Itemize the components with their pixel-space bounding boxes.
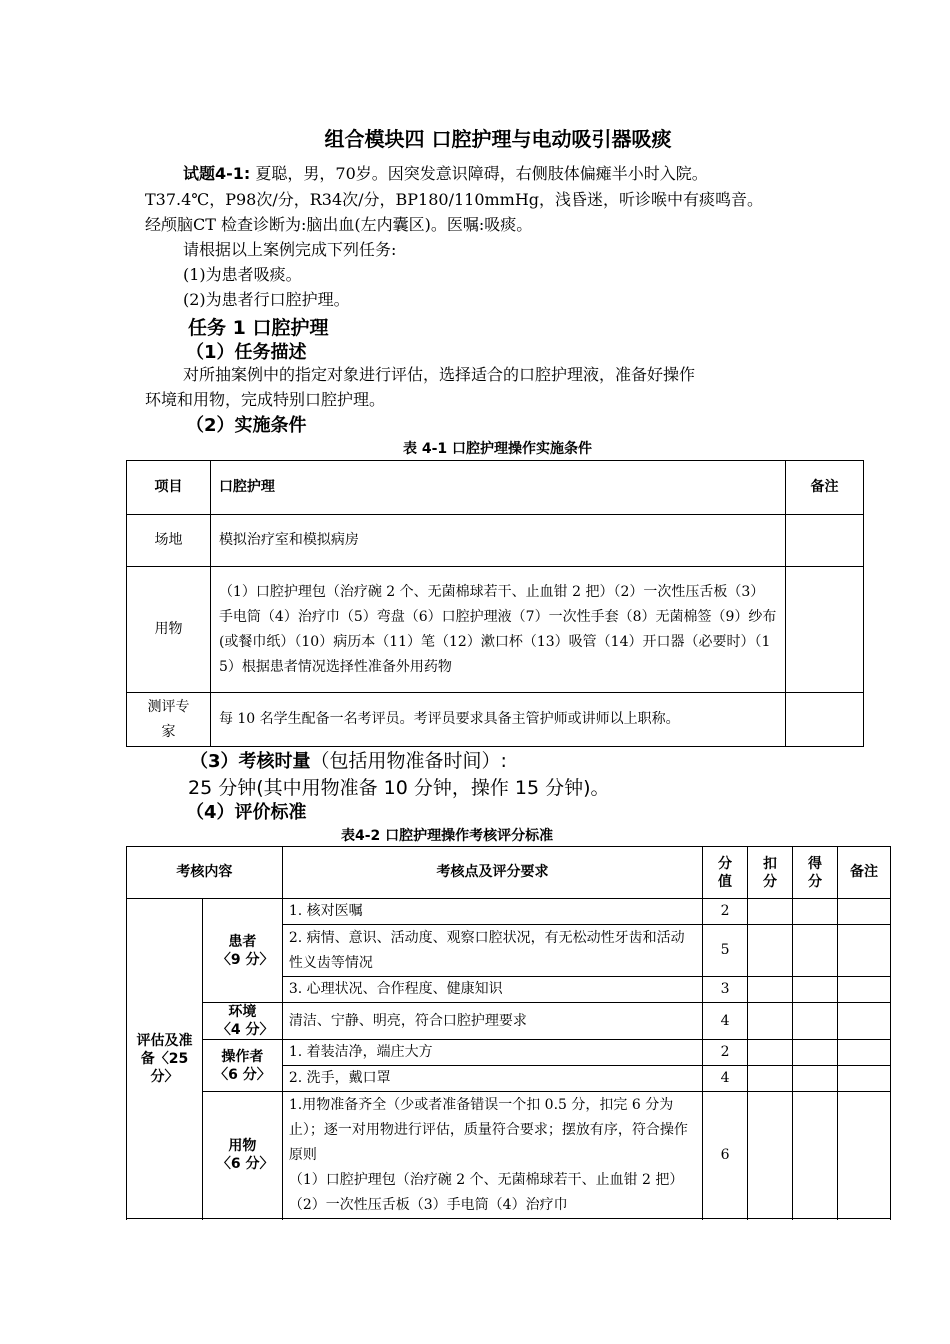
row-note <box>786 515 864 567</box>
case-line-3: 经颅脑CT 检查诊断为:脑出血(左内囊区)。医嘱:吸痰。 <box>145 215 533 234</box>
point-text: 3. 心理状况、合作程度、健康知识 <box>282 977 702 1003</box>
case-label: 试题4-1: <box>183 164 251 183</box>
header-content: 考核内容 <box>127 847 283 899</box>
point-score <box>793 977 838 1003</box>
group-cell: 操作者〈6 分〉 <box>202 1040 282 1092</box>
point-value: 6 <box>703 1092 748 1219</box>
point-note <box>838 1066 891 1092</box>
point-note <box>838 925 891 977</box>
header-deduct: 扣分 <box>748 847 793 899</box>
section-1-heading: （1）任务描述 <box>186 342 307 363</box>
point-score <box>793 899 838 925</box>
point-note <box>838 1003 891 1040</box>
point-text-items: （1）口腔护理包（治疗碗 2 个、无菌棉球若干、止血钳 2 把）（2）一次性压舌板（3）手电筒（4）治疗巾 <box>288 1172 684 1213</box>
point-value: 4 <box>703 1003 748 1040</box>
table-row <box>127 1003 891 1040</box>
point-text: 2. 洗手，戴口罩 <box>282 1066 702 1092</box>
point-text-cell <box>282 1092 702 1219</box>
table-1-caption: 表 4-1 口腔护理操作实施条件 <box>403 441 593 457</box>
table-row <box>127 899 891 925</box>
table-header-row <box>127 461 864 515</box>
table-row <box>127 515 864 567</box>
row-item: 场地 <box>127 515 211 567</box>
case-task-1: (1)为患者吸痰。 <box>183 265 302 284</box>
row-content: （1）口腔护理包（治疗碗 2 个、无菌棉球若干、止血钳 2 把）（2）一次性压舌板（3）手电筒（4）治疗巾（5）弯盘（6）口腔护理液（7）一次性手套（8）无菌棉签（9）纱布(或餐巾纸）（10）病历本（11）笔（12）漱口杯（13）吸管（14）开口器（必要时）（15）根据患者情况选择性准备外用药物 <box>210 567 785 693</box>
point-value: 3 <box>703 977 748 1003</box>
section-3-heading-suffix: （包括用物准备时间）: <box>310 750 507 772</box>
point-value: 2 <box>703 1040 748 1066</box>
scoring-table <box>126 846 891 1219</box>
header-content: 口腔护理 <box>210 461 785 515</box>
section-3-text: 25 分钟(其中用物准备 10 分钟，操作 15 分钟)。 <box>188 777 610 799</box>
point-note <box>838 977 891 1003</box>
case-line-2: T37.4℃，P98次/分，R34次/分，BP180/110mmHg，浅昏迷，听诊喉中有痰鸣音。 <box>145 190 764 209</box>
row-content: 模拟治疗室和模拟病房 <box>210 515 785 567</box>
point-text: 2. 病情、意识、活动度、观察口腔状况，有无松动性牙齿和活动性义齿等情况 <box>282 925 702 977</box>
point-deduct <box>748 1040 793 1066</box>
header-points: 考核点及评分要求 <box>282 847 702 899</box>
point-deduct <box>748 1003 793 1040</box>
point-text: 1. 着装洁净，端庄大方 <box>282 1040 702 1066</box>
point-deduct <box>748 899 793 925</box>
point-score <box>793 1092 838 1219</box>
section-2-heading: （2）实施条件 <box>186 415 307 436</box>
section-3-heading: （3）考核时量 <box>190 751 311 772</box>
conditions-table <box>126 460 864 747</box>
header-score: 得分 <box>793 847 838 899</box>
header-note: 备注 <box>786 461 864 515</box>
page-title: 组合模块四 口腔护理与电动吸引器吸痰 <box>324 127 672 151</box>
section-1-line-2: 环境和用物，完成特别口腔护理。 <box>145 390 386 409</box>
table-header-row <box>127 847 891 899</box>
point-value: 5 <box>703 925 748 977</box>
section-3-heading-line <box>190 746 507 773</box>
table-row <box>127 1092 891 1219</box>
point-deduct <box>748 925 793 977</box>
row-item: 用物 <box>127 567 211 693</box>
point-text: 1. 核对医嘱 <box>282 899 702 925</box>
row-note <box>786 693 864 747</box>
point-value: 2 <box>703 899 748 925</box>
point-score <box>793 925 838 977</box>
table-row <box>127 693 864 747</box>
row-item: 测评专家 <box>127 693 211 747</box>
case-prompt: 请根据以上案例完成下列任务: <box>183 240 397 259</box>
point-deduct <box>748 1066 793 1092</box>
section-cell: 评估及准备〈25 分〉 <box>127 899 203 1219</box>
case-line-1 <box>183 161 708 187</box>
table-row <box>127 1040 891 1066</box>
row-content: 每 10 名学生配备一名考评员。考评员要求具备主管护师或讲师以上职称。 <box>210 693 785 747</box>
table-row <box>127 567 864 693</box>
point-text: 1.用物准备齐全（少或者准备错误一个扣 0.5 分，扣完 6 分为止）；逐一对用物进行评估，质量符合要求；摆放有序，符合操作原则 <box>288 1097 688 1163</box>
point-score <box>793 1040 838 1066</box>
group-cell: 患者〈9 分〉 <box>202 899 282 1003</box>
point-score <box>793 1003 838 1040</box>
point-note <box>838 1092 891 1219</box>
case-line-1-text: 夏聪，男，70岁。因突发意识障碍，右侧肢体偏瘫半小时入院。 <box>250 164 708 183</box>
point-deduct <box>748 977 793 1003</box>
point-note <box>838 899 891 925</box>
header-note: 备注 <box>838 847 891 899</box>
row-note <box>786 567 864 693</box>
point-deduct <box>748 1092 793 1219</box>
point-text: 清洁、宁静、明亮，符合口腔护理要求 <box>282 1003 702 1040</box>
point-value: 4 <box>703 1066 748 1092</box>
header-value: 分值 <box>703 847 748 899</box>
table-2-caption: 表4-2 口腔护理操作考核评分标准 <box>341 828 554 844</box>
group-cell: 环境〈4 分〉 <box>202 1003 282 1040</box>
point-note <box>838 1040 891 1066</box>
section-4-heading: （4）评价标准 <box>186 802 307 823</box>
section-1-line-1: 对所抽案例中的指定对象进行评估，选择适合的口腔护理液，准备好操作 <box>183 365 696 384</box>
task-heading: 任务 1 口腔护理 <box>188 317 329 339</box>
point-score <box>793 1066 838 1092</box>
header-item: 项目 <box>127 461 211 515</box>
group-cell: 用物〈6 分〉 <box>202 1092 282 1219</box>
case-task-2: (2)为患者行口腔护理。 <box>183 290 350 309</box>
